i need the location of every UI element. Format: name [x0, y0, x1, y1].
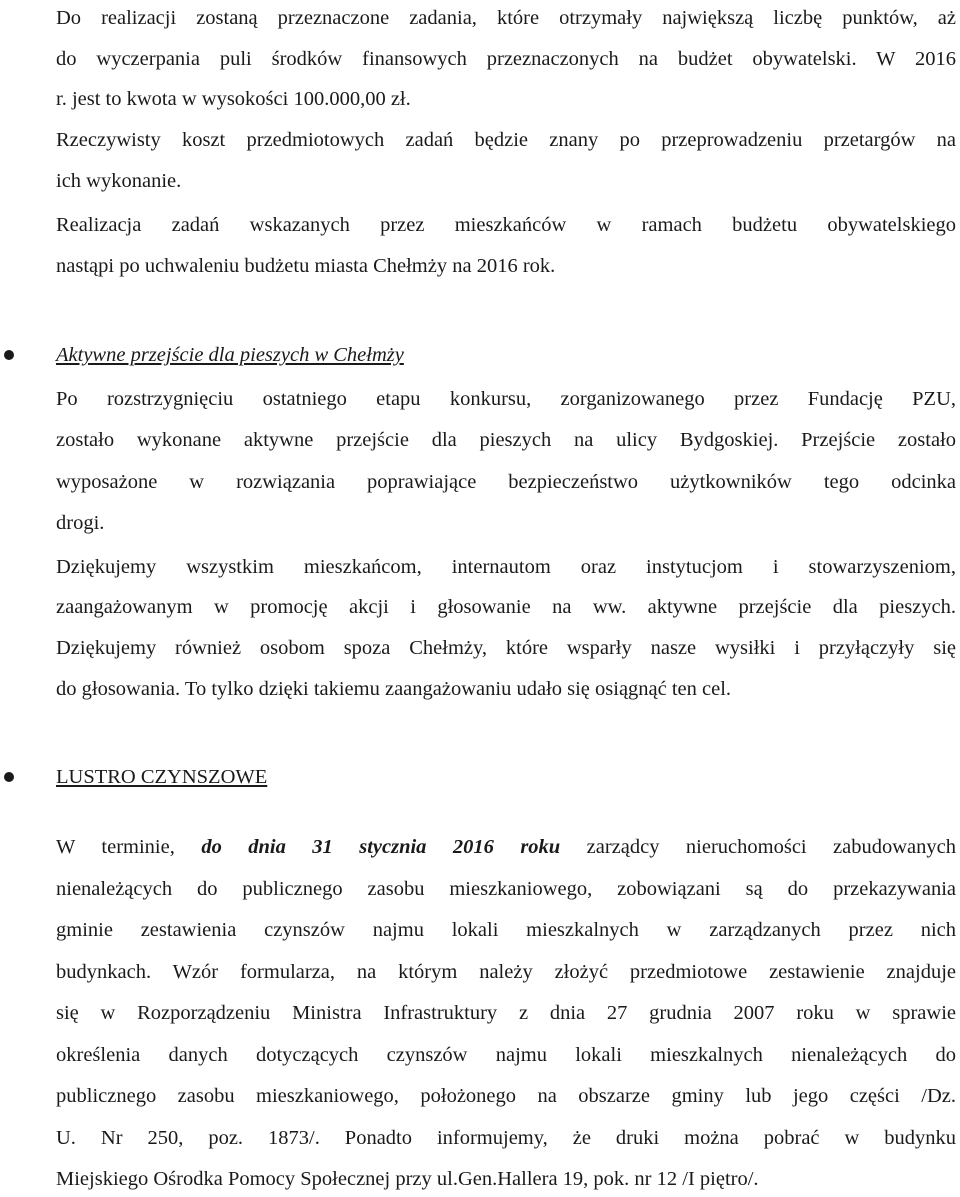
paragraph-line: Miejskiego Ośrodka Pomocy Społecznej przy ul.Gen.Hallera 19, pok. nr 12 /I piętro/.	[56, 1168, 759, 1190]
paragraph-line: budynkach. Wzór formularza, na którym należy złożyć przedmiotowe zestawienie znajduje	[56, 961, 956, 983]
paragraph-line: ich wykonanie.	[56, 170, 182, 192]
deadline-emphasis: do dnia 31 stycznia 2016 roku	[201, 836, 561, 858]
paragraph-line: Do realizacji zostaną przeznaczone zadania, które otrzymały największą liczbę punktów, aż	[56, 7, 956, 29]
paragraph-line	[56, 835, 956, 859]
paragraph-line: r. jest to kwota w wysokości 100.000,00 zł.	[56, 88, 411, 110]
section-heading: LUSTRO CZYNSZOWE	[56, 766, 268, 788]
paragraph-line: zostało wykonane aktywne przejście dla pieszych na ulicy Bydgoskiej. Przejście zostało	[56, 429, 956, 451]
paragraph-line: Dziękujemy również osobom spoza Chełmży, które wsparły nasze wysiłki i przyłączyły się	[56, 637, 956, 659]
section-heading: Aktywne przejście dla pieszych w Chełmży	[56, 344, 404, 366]
paragraph-line: publicznego zasobu mieszkaniowego, położonego na obszarze gminy lub jego części /Dz.	[56, 1085, 956, 1107]
paragraph-line: do głosowania. To tylko dzięki takiemu zaangażowaniu udało się osiągnąć ten cel.	[56, 678, 732, 700]
paragraph-line: Po rozstrzygnięciu ostatniego etapu konkursu, zorganizowanego przez Fundację PZU,	[56, 388, 956, 410]
bullet-icon	[4, 772, 14, 782]
paragraph-line: U. Nr 250, poz. 1873/. Ponadto informujemy, że druki można pobrać w budynku	[56, 1127, 956, 1149]
text-run: zarządcy nieruchomości zabudowanych	[586, 836, 957, 858]
paragraph-line: drogi.	[56, 512, 105, 534]
paragraph-line: nienależących do publicznego zasobu mieszkaniowego, zobowiązani są do przekazywania	[56, 878, 956, 900]
paragraph-line: określenia danych dotyczących czynszów najmu lokali mieszkalnych nienależących do	[56, 1044, 956, 1066]
text-run: W terminie,	[56, 836, 175, 858]
paragraph-line: gminie zestawienia czynszów najmu lokali mieszkalnych w zarządzanych przez nich	[56, 919, 956, 941]
paragraph-line: zaangażowanym w promocję akcji i głosowanie na ww. aktywne przejście dla pieszych.	[56, 596, 956, 618]
paragraph-line: się w Rozporządzeniu Ministra Infrastruktury z dnia 27 grudnia 2007 roku w sprawie	[56, 1002, 956, 1024]
paragraph-line: Rzeczywisty koszt przedmiotowych zadań będzie znany po przeprowadzeniu przetargów na	[56, 129, 956, 151]
paragraph-line: wyposażone w rozwiązania poprawiające bezpieczeństwo użytkowników tego odcinka	[56, 471, 956, 493]
paragraph-line: do wyczerpania puli środków finansowych przeznaczonych na budżet obywatelski. W 2016	[56, 48, 956, 70]
paragraph-line: nastąpi po uchwaleniu budżetu miasta Chełmży na 2016 rok.	[56, 255, 556, 277]
paragraph-line: Dziękujemy wszystkim mieszkańcom, internautom oraz instytucjom i stowarzyszeniom,	[56, 556, 956, 578]
paragraph-line: Realizacja zadań wskazanych przez mieszkańców w ramach budżetu obywatelskiego	[56, 214, 956, 236]
bullet-icon	[4, 350, 14, 360]
